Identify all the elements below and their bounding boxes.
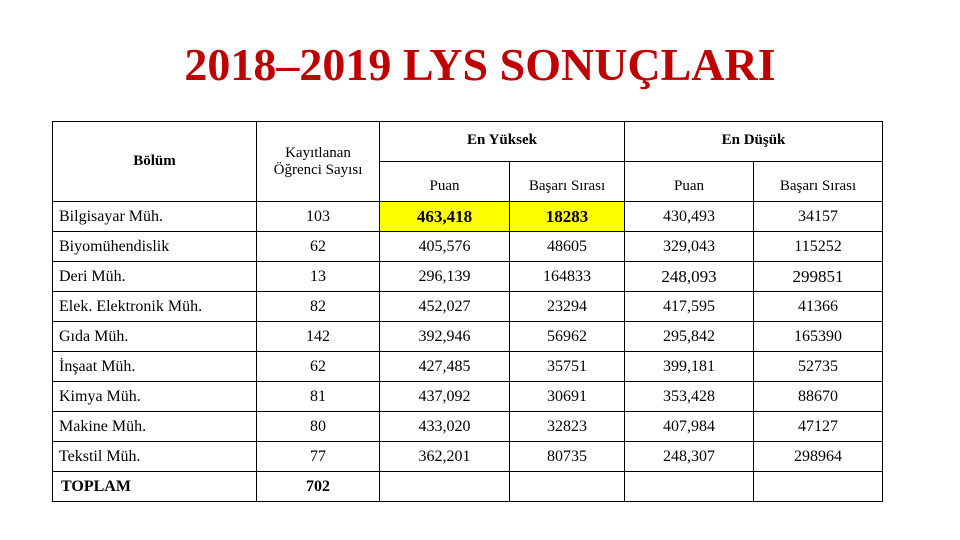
cell-dusuk-puan: 295,842 [625, 322, 754, 352]
total-label: TOPLAM [53, 472, 257, 502]
cell-yuksek-sira: 48605 [510, 232, 625, 262]
cell-kayit: 62 [257, 232, 380, 262]
cell-dusuk-sira: 41366 [754, 292, 883, 322]
cell-dusuk-puan: 353,428 [625, 382, 754, 412]
empty-cell [380, 472, 510, 502]
header-kayitlanan-line1: Kayıtlanan [285, 144, 351, 161]
cell-yuksek-sira: 18283 [510, 202, 625, 232]
cell-yuksek-sira: 80735 [510, 442, 625, 472]
cell-bolum: Elek. Elektronik Müh. [53, 292, 257, 322]
cell-yuksek-sira: 56962 [510, 322, 625, 352]
cell-bolum: Makine Müh. [53, 412, 257, 442]
table-row [53, 382, 883, 412]
empty-cell [625, 472, 754, 502]
cell-dusuk-sira: 115252 [754, 232, 883, 262]
header-kayitlanan-line2: Öğrenci Sayısı [273, 161, 363, 178]
cell-yuksek-sira: 164833 [510, 262, 625, 292]
header-dusuk-puan: Puan [625, 162, 754, 202]
cell-kayit: 142 [257, 322, 380, 352]
empty-cell [510, 472, 625, 502]
cell-kayit: 77 [257, 442, 380, 472]
cell-dusuk-puan: 407,984 [625, 412, 754, 442]
total-row [53, 472, 883, 502]
total-kayit: 702 [257, 472, 380, 502]
cell-dusuk-sira: 47127 [754, 412, 883, 442]
cell-kayit: 13 [257, 262, 380, 292]
cell-yuksek-puan: 433,020 [380, 412, 510, 442]
cell-dusuk-puan: 248,093 [625, 262, 754, 292]
cell-dusuk-puan: 329,043 [625, 232, 754, 262]
cell-yuksek-puan: 427,485 [380, 352, 510, 382]
table-row [53, 202, 883, 232]
page-title: 2018–2019 LYS SONUÇLARI [184, 39, 776, 90]
table-row [53, 322, 883, 352]
cell-dusuk-sira: 165390 [754, 322, 883, 352]
cell-dusuk-puan: 248,307 [625, 442, 754, 472]
table-row [53, 352, 883, 382]
cell-yuksek-puan: 296,139 [380, 262, 510, 292]
cell-yuksek-puan: 437,092 [380, 382, 510, 412]
cell-bolum: Deri Müh. [53, 262, 257, 292]
cell-dusuk-puan: 430,493 [625, 202, 754, 232]
table-row [53, 412, 883, 442]
cell-kayit: 103 [257, 202, 380, 232]
cell-dusuk-sira: 52735 [754, 352, 883, 382]
table-row [53, 442, 883, 472]
table-row [53, 232, 883, 262]
cell-bolum: Gıda Müh. [53, 322, 257, 352]
cell-yuksek-puan: 463,418 [380, 202, 510, 232]
cell-yuksek-sira: 23294 [510, 292, 625, 322]
header-kayitlanan [257, 122, 380, 202]
cell-yuksek-sira: 35751 [510, 352, 625, 382]
header-dusuk-basari-sirasi: Başarı Sırası [754, 162, 883, 202]
header-bolum: Bölüm [53, 122, 257, 202]
results-table [52, 121, 883, 502]
header-en-dusuk: En Düşük [625, 122, 883, 162]
cell-bolum: Biyomühendislik [53, 232, 257, 262]
cell-dusuk-sira: 88670 [754, 382, 883, 412]
cell-bolum: Bilgisayar Müh. [53, 202, 257, 232]
cell-yuksek-sira: 30691 [510, 382, 625, 412]
cell-yuksek-sira: 32823 [510, 412, 625, 442]
cell-dusuk-sira: 299851 [754, 262, 883, 292]
cell-bolum: Kimya Müh. [53, 382, 257, 412]
empty-cell [754, 472, 883, 502]
header-yuksek-basari-sirasi: Başarı Sırası [510, 162, 625, 202]
cell-dusuk-puan: 417,595 [625, 292, 754, 322]
cell-kayit: 81 [257, 382, 380, 412]
table-row [53, 262, 883, 292]
cell-yuksek-puan: 452,027 [380, 292, 510, 322]
cell-kayit: 62 [257, 352, 380, 382]
cell-bolum: İnşaat Müh. [53, 352, 257, 382]
cell-kayit: 82 [257, 292, 380, 322]
cell-yuksek-puan: 362,201 [380, 442, 510, 472]
header-yuksek-puan: Puan [380, 162, 510, 202]
cell-kayit: 80 [257, 412, 380, 442]
cell-yuksek-puan: 392,946 [380, 322, 510, 352]
cell-bolum: Tekstil Müh. [53, 442, 257, 472]
header-en-yuksek: En Yüksek [380, 122, 625, 162]
cell-dusuk-puan: 399,181 [625, 352, 754, 382]
table-row [53, 292, 883, 322]
cell-dusuk-sira: 34157 [754, 202, 883, 232]
cell-yuksek-puan: 405,576 [380, 232, 510, 262]
cell-dusuk-sira: 298964 [754, 442, 883, 472]
